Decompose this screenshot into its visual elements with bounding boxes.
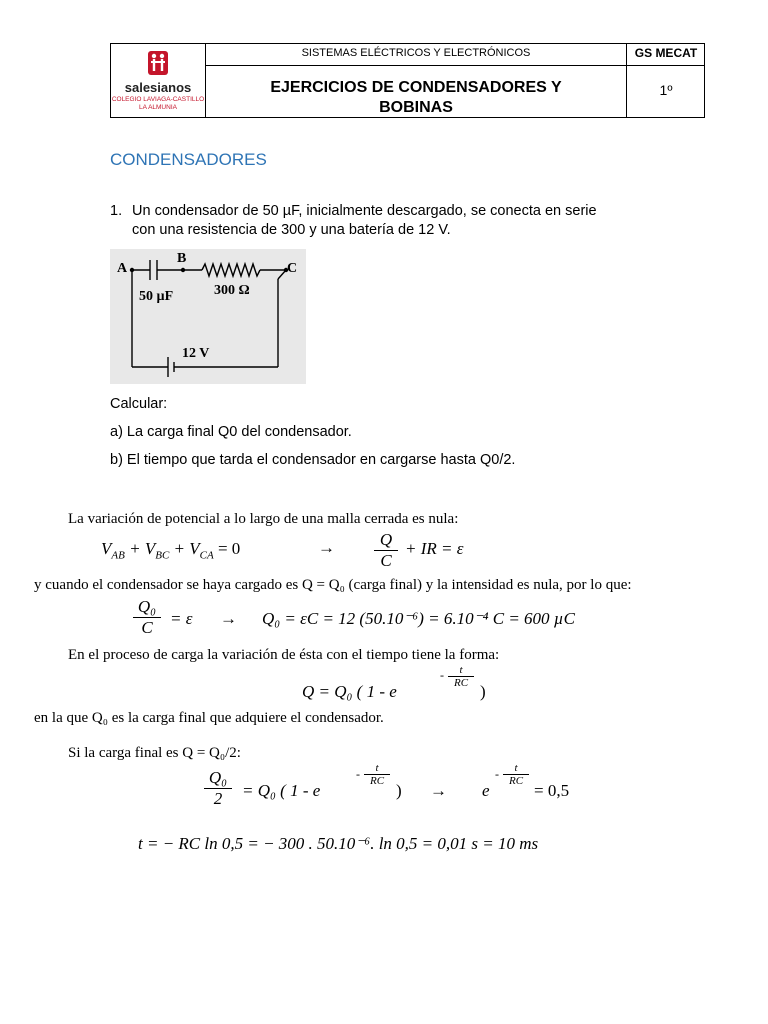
node-a-label: A <box>117 261 128 276</box>
exercise-text-line-2: con una resistencia de 300 y una batería de 12 V. <box>132 222 451 238</box>
eq2-numerator: Q₀ <box>133 597 161 618</box>
eq4-exp-denominator: RC <box>369 775 385 787</box>
eq3-close: ) <box>480 682 486 701</box>
exercise-text-line-1: Un condensador de 50 µF, inicialmente descargado, se conecta en serie <box>132 203 597 219</box>
header-table <box>110 43 705 118</box>
section-title: CONDENSADORES <box>110 150 267 169</box>
eq1-fraction <box>374 530 398 571</box>
solution-line-2: y cuando el condensador se haya cargado es Q = Q₀ (carga final) y la intensidad es nula, por lo que: <box>34 577 632 593</box>
title-line-1: EJERCICIOS DE CONDENSADORES Y <box>270 79 562 96</box>
eq4-exp2-denominator: RC <box>508 775 524 787</box>
eq3-exp-denominator: RC <box>453 677 469 689</box>
eq4-exp2-numerator: t <box>503 762 529 775</box>
solution-line-3: En el proceso de carga la variación de ésta con el tiempo tiene la forma: <box>68 647 500 663</box>
eq3-exponent <box>448 664 474 689</box>
eq3-exp-numerator: t <box>448 664 474 677</box>
course-code: GS MECAT <box>634 46 698 60</box>
eq5-time-result: t = − RC ln 0,5 = − 300 . 50.10⁻⁶. ln 0,5 = 0,01 s = 10 ms <box>138 834 539 853</box>
eq4-fraction <box>204 768 232 809</box>
eq4-middle: = Q₀ ( 1 - e <box>242 781 321 800</box>
eq4-result: = 0,5 <box>534 781 570 800</box>
eq4-exp-numerator: t <box>364 762 390 775</box>
solution-line-4: en la que Q₀ es la carga final que adquiere el condensador. <box>34 710 384 726</box>
solution-line-1: La variación de potencial a lo largo de una malla cerrada es nula: <box>68 511 459 527</box>
eq4-denominator: 2 <box>213 789 223 808</box>
battery-label: 12 V <box>182 346 210 361</box>
eq2-result: Q₀ = εC = 12 (50.10⁻⁶) = 6.10⁻⁴ C = 600 µC <box>262 609 575 628</box>
eq1-denominator: C <box>380 551 392 570</box>
capacitor-label: 50 µF <box>139 289 174 304</box>
eq1-arrow: → <box>318 538 335 557</box>
exercise-number: 1. <box>110 203 123 219</box>
eq4-exponent-2 <box>503 762 529 787</box>
document-title <box>206 78 626 118</box>
eq2-arrow: → <box>220 609 237 628</box>
eq1-numerator: Q <box>374 530 398 551</box>
eq2-fraction <box>133 597 161 638</box>
eq1-zero: = 0 <box>217 539 241 558</box>
eq3-main: Q = Q₀ ( 1 - e <box>302 682 397 701</box>
course-year: 1º <box>659 82 673 98</box>
eq1-tail: + IR = ε <box>405 539 464 558</box>
calc-label: Calcular: <box>110 396 168 412</box>
logo-name: salesianos <box>124 80 192 95</box>
eq2-epsilon: = ε <box>170 609 193 628</box>
logo-subtitle-town: LA ALMUNIA <box>139 104 177 111</box>
node-c-label: C <box>287 261 298 276</box>
eq4-exponent <box>364 762 390 787</box>
logo-subtitle-school: COLEGIO LAVIAGA-CASTILLO <box>111 96 205 103</box>
solution-line-5: Si la carga final es Q = Q₀/2: <box>68 745 241 761</box>
title-line-2: BOBINAS <box>379 99 453 116</box>
question-b: b) El tiempo que tarda el condensador en cargarse hasta Q0/2. <box>110 452 516 468</box>
eq4-e: e <box>482 781 490 800</box>
subject-name: SISTEMAS ELÉCTRICOS Y ELECTRÓNICOS <box>301 47 531 59</box>
school-logo <box>111 44 205 119</box>
circuit-diagram <box>110 249 306 384</box>
question-a: a) La carga final Q0 del condensador. <box>110 424 352 440</box>
eq4-close: ) <box>396 781 402 800</box>
salesianos-logo-icon <box>111 44 205 80</box>
node-b-label: B <box>177 251 187 266</box>
resistor-label: 300 Ω <box>214 283 250 298</box>
eq4-arrow: → <box>430 781 447 800</box>
equation-kirchhoff: $V_{AB} + V_{BC} + V_{CA} = 0$ <box>101 539 241 562</box>
eq2-denominator: C <box>141 618 153 637</box>
eq4-numerator: Q₀ <box>204 768 232 789</box>
